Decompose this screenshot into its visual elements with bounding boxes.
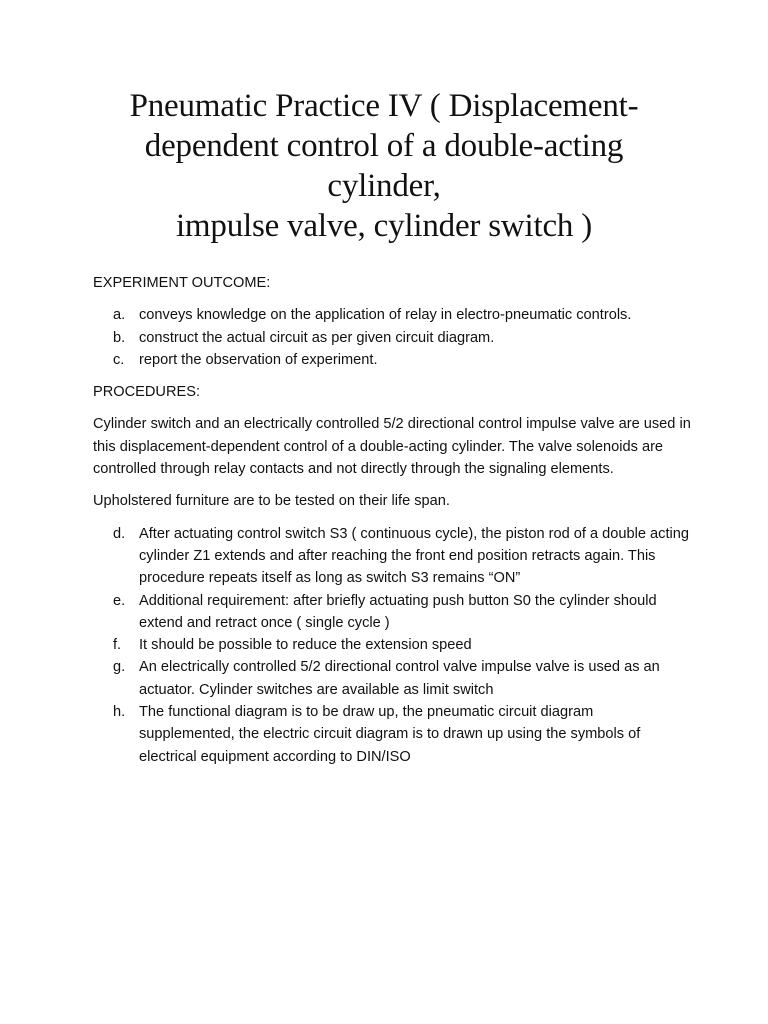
outcome-list	[93, 304, 693, 371]
title-line: cylinder,	[327, 168, 441, 204]
list-item	[93, 523, 693, 590]
list-item	[93, 701, 693, 768]
procedures-heading: PROCEDURES:	[93, 384, 201, 401]
list-item-text: The functional diagram is to be draw up, the pneumatic circuit diagram supplemented, the electric circuit diagram is to drawn up using the symbols of electrical equipment according to DIN/ISO	[139, 704, 641, 765]
list-marker: g.	[113, 659, 126, 676]
list-item	[93, 304, 693, 326]
list-marker: c.	[113, 351, 125, 368]
list-marker: h.	[113, 704, 126, 721]
procedure-list	[93, 523, 693, 768]
list-item	[93, 656, 693, 701]
list-item	[93, 349, 693, 371]
list-marker: d.	[113, 525, 126, 542]
list-marker: f.	[113, 637, 122, 654]
document-body	[93, 272, 693, 768]
list-item-text: construct the actual circuit as per given circuit diagram.	[139, 329, 495, 346]
list-item-text: It should be possible to reduce the extension speed	[139, 637, 472, 654]
outcome-heading: EXPERIMENT OUTCOME:	[93, 275, 271, 291]
list-marker: e.	[113, 592, 126, 609]
paragraph: Cylinder switch and an electrically controlled 5/2 directional control impulse valve are used in this displacement-dependent control of a double-acting cylinder. The valve solenoids are controlled through relay contacts and not directly through the signaling elements.	[93, 416, 691, 478]
title-line: impulse valve, cylinder switch )	[175, 208, 593, 244]
list-item	[93, 590, 693, 635]
paragraph: Upholstered furniture are to be tested on their life span.	[93, 493, 450, 510]
list-item-text: Additional requirement: after briefly actuating push button S0 the cylinder should extend and retract once ( single cycle )	[139, 592, 657, 631]
list-item-text: After actuating control switch S3 ( continuous cycle), the piston rod of a double acting cylinder Z1 extends and after reaching the front end position retracts again. This procedure repeats itself as long as switch S3 remains “ON”	[139, 525, 690, 587]
list-item	[93, 634, 693, 656]
list-item-text: report the observation of experiment.	[139, 351, 378, 368]
title-line: Pneumatic Practice IV ( Displacement-	[129, 88, 639, 124]
title-line: dependent control of a double-acting	[144, 128, 624, 164]
list-marker: a.	[113, 307, 126, 324]
document-title	[40, 86, 728, 246]
list-item-text: An electrically controlled 5/2 directional control valve impulse valve is used as an actuator. Cylinder switches are available as limit switch	[139, 659, 660, 698]
list-item-text: conveys knowledge on the application of relay in electro-pneumatic controls.	[139, 307, 632, 324]
list-marker: b.	[113, 329, 126, 346]
list-item	[93, 327, 693, 349]
